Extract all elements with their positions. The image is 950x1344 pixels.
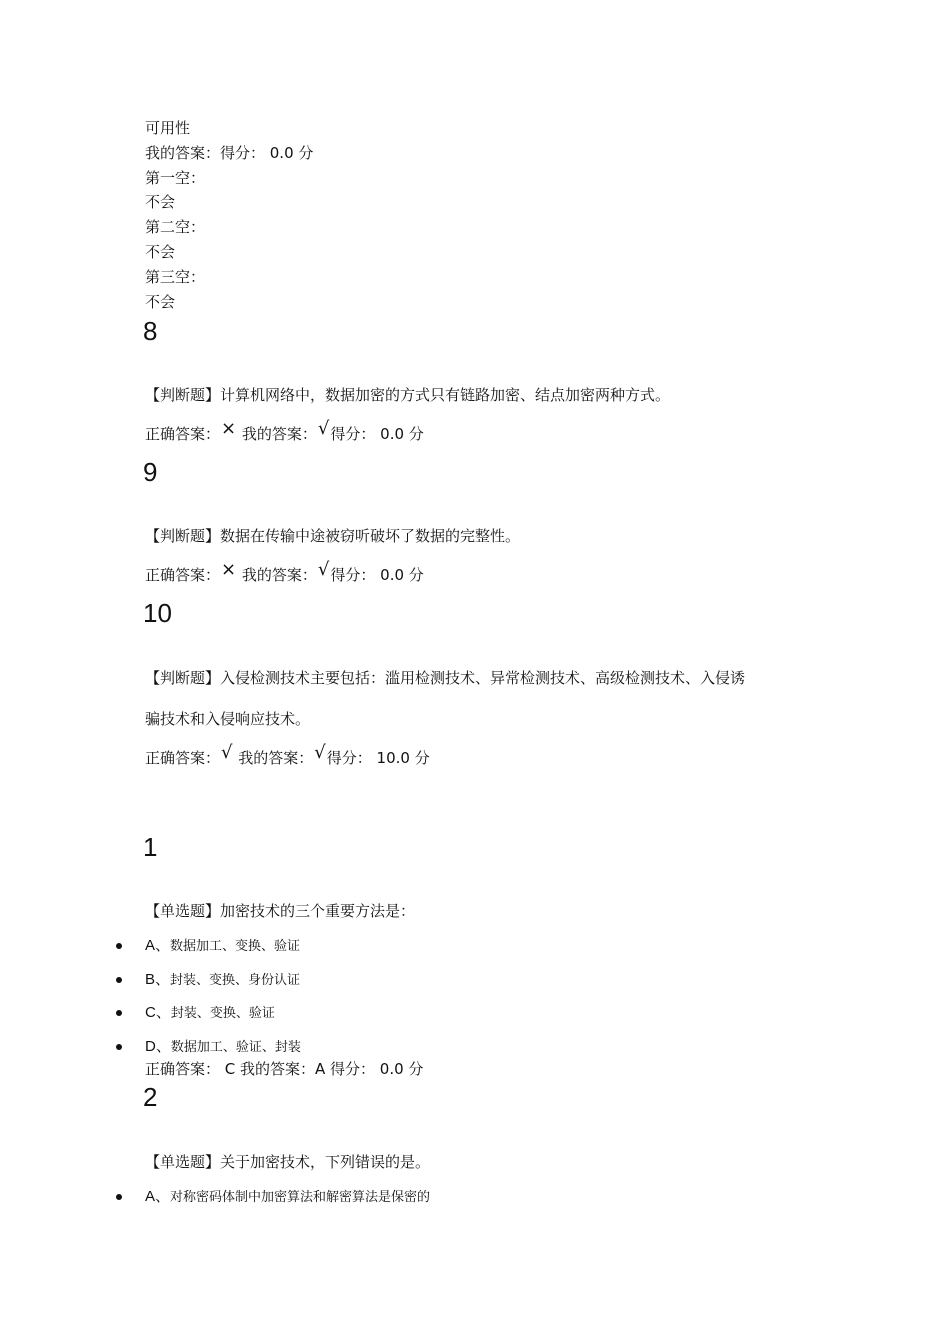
correct-answer-label: 正确答案： — [145, 566, 221, 584]
my-answer-label: 我的答案： — [238, 749, 314, 767]
blank3-label: 第三空： — [145, 268, 206, 286]
bullet — [116, 1044, 122, 1050]
blank3-value: 不会 — [145, 293, 176, 311]
question-number: 10 — [143, 598, 172, 628]
question-text-line2: 骗技术和入侵响应技术。 — [145, 710, 311, 728]
question-text: 【判断题】计算机网络中，数据加密的方式只有链路加密、结点加密两种方式。 — [145, 386, 671, 404]
bullet — [116, 1010, 122, 1016]
bullet — [116, 943, 122, 949]
blank1-label: 第一空： — [145, 169, 206, 187]
option-text: 对称密码体制中加密算法和解密算法是保密的 — [170, 1190, 431, 1205]
option-text: 封装、变换、验证 — [170, 1006, 275, 1021]
question-text: 【判断题】数据在传输中途被窃听破坏了数据的完整性。 — [145, 527, 521, 545]
question-number: 2 — [143, 1082, 158, 1112]
answer-line — [145, 418, 424, 444]
blank2-value: 不会 — [145, 243, 176, 261]
option-letter: B、 — [145, 971, 171, 988]
check-icon: √ — [221, 742, 233, 763]
question-number: 9 — [143, 457, 158, 487]
answer-line — [145, 742, 430, 768]
question-text: 【单选题】加密技术的三个重要方法是： — [145, 902, 416, 920]
result-line: 正确答案： C 我的答案：A 得分： 0.0 分 — [145, 1060, 424, 1078]
score-text: 得分： 0.0 分 — [330, 566, 424, 584]
question-number: 8 — [143, 316, 158, 346]
bullet — [116, 1194, 122, 1200]
option-d — [145, 1038, 301, 1057]
blank2-label: 第二空： — [145, 218, 206, 236]
blank1-value: 不会 — [145, 193, 176, 211]
option-letter: C、 — [145, 1004, 171, 1021]
option-text: 数据加工、验证、封装 — [170, 1040, 301, 1055]
correct-answer-label: 正确答案： — [145, 749, 221, 767]
check-icon: √ — [317, 559, 330, 580]
check-icon: √ — [317, 418, 330, 439]
my-answer-score: 我的答案：得分： 0.0 分 — [145, 144, 314, 162]
item-title: 可用性 — [145, 119, 191, 137]
option-letter: A、 — [145, 1188, 171, 1205]
my-answer-label: 我的答案： — [241, 566, 317, 584]
option-b — [145, 971, 300, 990]
question-text: 【单选题】关于加密技术，下列错误的是。 — [145, 1153, 431, 1171]
cross-icon: × — [221, 559, 237, 580]
question-text-line1: 【判断题】入侵检测技术主要包括：滥用检测技术、异常检测技术、高级检测技术、入侵诱 — [145, 669, 746, 687]
score-text: 得分： 10.0 分 — [326, 749, 430, 767]
score-text: 得分： 0.0 分 — [330, 425, 424, 443]
correct-answer-label: 正确答案： — [145, 425, 221, 443]
check-icon: √ — [314, 742, 326, 763]
option-c — [145, 1004, 275, 1023]
my-answer-label: 我的答案： — [241, 425, 317, 443]
bullet — [116, 977, 122, 983]
answer-line — [145, 559, 424, 585]
cross-icon: × — [221, 418, 237, 439]
question-number: 1 — [143, 832, 158, 862]
option-a — [145, 1188, 430, 1207]
option-a — [145, 937, 300, 956]
option-text: 封装、变换、身份认证 — [170, 973, 301, 988]
option-letter: D、 — [145, 1038, 171, 1055]
option-text: 数据加工、变换、验证 — [170, 939, 301, 954]
option-letter: A、 — [145, 937, 171, 954]
